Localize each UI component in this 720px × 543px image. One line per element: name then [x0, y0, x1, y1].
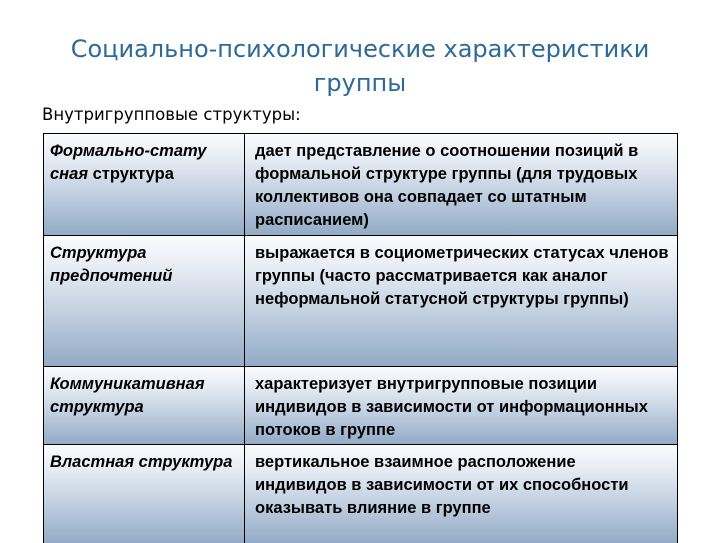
structures-table: [43, 133, 678, 543]
structure-name: Формально-стату сная: [50, 142, 207, 183]
page-title-line-2: группы: [313, 69, 407, 97]
structure-name: Коммуникативная структура: [50, 375, 205, 416]
structure-description: выражается в социометрических статусах членов группы (часто рассматривается как аналог неформальной статусной структуры группы): [255, 244, 669, 308]
structure-name: Властная структура: [50, 453, 233, 471]
structure-name: Структура предпочтений: [50, 244, 173, 285]
table-row: [44, 367, 677, 445]
page-title-line-1: Социально-психологические характеристики: [70, 35, 650, 63]
table-row: [44, 134, 677, 236]
structure-description: вертикальное взаимное расположение индивидов в зависимости от их способности оказывать влияние в группе: [255, 453, 629, 517]
structure-name-cell: [44, 445, 245, 543]
structure-name-cell: [44, 236, 245, 366]
structure-description: характеризует внутригрупповые позиции индивидов в зависимости от информационных потоков в группе: [255, 375, 648, 439]
table-row: [44, 445, 677, 543]
section-subtitle: Внутригрупповые структуры:: [42, 105, 301, 124]
structure-name-cell: [44, 134, 245, 235]
table-row: [44, 236, 677, 367]
structure-name-suffix: структура: [88, 165, 174, 183]
structure-description: дает представление о соотношении позиций в формальной структуре группы (для трудовых коллективов она совпадает со штатным расписанием): [255, 142, 639, 229]
page-title: [40, 32, 680, 100]
structure-name-cell: [44, 367, 245, 444]
